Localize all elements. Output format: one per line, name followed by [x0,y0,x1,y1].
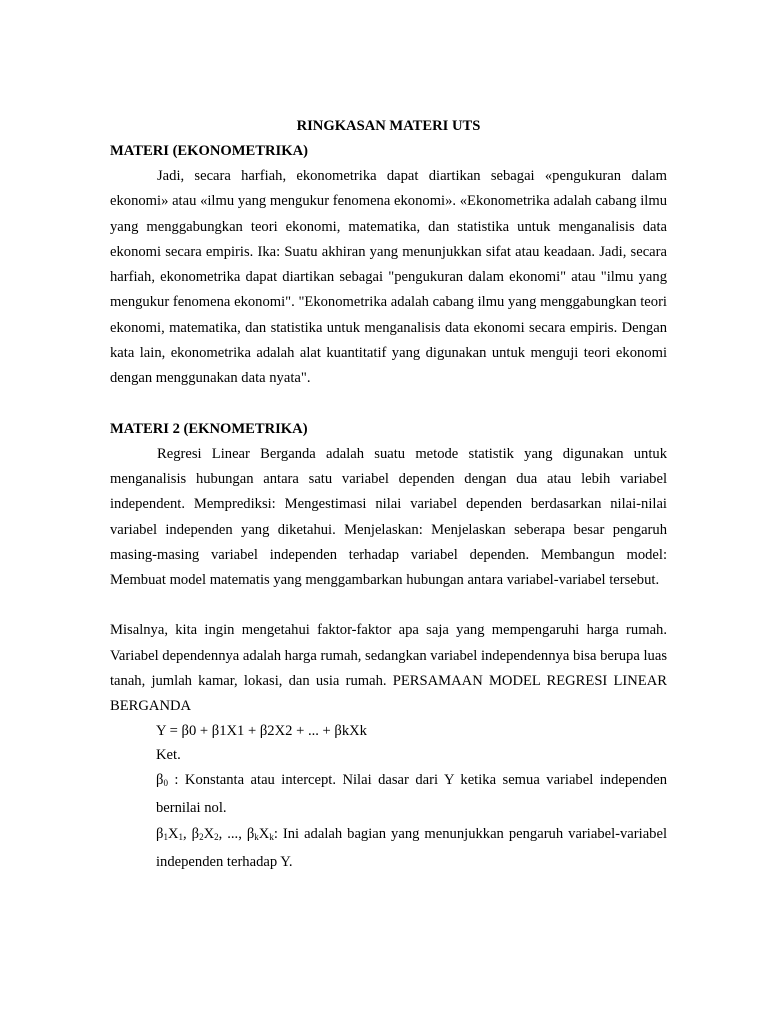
betas-text: : Ini adalah bagian yang menunjukkan pengaruh variabel-variabel independen terhadap Y. [156,825,667,870]
betas-definition [110,822,667,876]
section1-heading: MATERI (EKONOMETRIKA) [110,143,308,159]
spacer [110,593,667,618]
section2-heading: MATERI 2 (EKNOMETRIKA) [110,420,308,437]
x2-subscript: 2 [214,831,219,842]
beta1-subscript: 1 [163,831,168,842]
document-title: RINGKASAN MATERI UTS [296,118,481,134]
regression-equation: Y = β0 + β1X1 + β2X2 + ... + βkXk [156,722,367,739]
beta2-subscript: 2 [199,831,204,842]
beta0-text: : Konstanta atau intercept. Nilai dasar dari Y ketika semua variabel independen bernilai nol. [156,771,667,817]
section2-paragraph: Regresi Linear Berganda adalah suatu metode statistik yang digunakan untuk menganalisis hubungan antara satu variabel dependen dengan dua atau lebih variabel independent. Memprediksi: Mengestimasi nilai variabel dependen berdasarkan nilai-nilai variabel independen yang diketahui. Menjelaskan: Menjelaskan seberapa besar pengaruh masing-masing variabel independen terhadap variabel dependen. Membangun model: Membuat model matematis yang menggambarkan hubungan antara variabel-variabel tersebut. [110,445,667,589]
spacer [110,392,667,417]
beta2-separator: , β [182,825,200,842]
betak-separator: , ..., β [218,825,255,842]
section1-paragraph: Jadi, secara harfiah, ekonometrika dapat diartikan sebagai «pengukuran dalam ekonomi» atau «ilmu yang mengukur fenomena ekonomi». «Ekonometrika adalah cabang ilmu yang menggabungkan teori ekonomi, matematika, dan statistika untuk menganalisis data ekonomi secara empiris. Ika: Suatu akhiran yang menunjukkan sifat atau keadaan. Jadi, secara harfiah, ekonometrika dapat diartikan sebagai "pengukuran dalam ekonomi" atau "ilmu yang mengukur fenomena ekonomi". "Ekonometrika adalah cabang ilmu yang menggabungkan teori ekonomi, matematika, dan statistika untuk menganalisis data ekonomi secara empiris. Dengan kata lain, ekonometrika adalah alat kuantitatif yang digunakan untuk menguji teori ekonomi dengan menggunakan data nyata". [110,168,667,387]
xk-symbol: X [258,825,270,842]
beta0-subscript: 0 [163,777,168,788]
beta0-definition [110,768,667,822]
xk-subscript: k [269,831,274,842]
x1-symbol: X [167,825,179,842]
beta1-symbol: β [156,825,164,842]
section3-paragraph: Misalnya, kita ingin mengetahui faktor-faktor apa saja yang mempengaruhi harga rumah. Variabel dependennya adalah harga rumah, sedangkan variabel independennya bisa berupa luas tanah, jumlah kamar, lokasi, dan usia rumah. PERSAMAAN MODEL REGRESI LINEAR BERGANDA [110,622,667,715]
x1-subscript: 1 [178,831,183,842]
x2-symbol: X [203,825,215,842]
document-body [110,114,667,875]
ket-label: Ket. [156,746,181,763]
beta0-symbol: β [156,771,164,788]
betak-subscript: k [254,831,259,842]
